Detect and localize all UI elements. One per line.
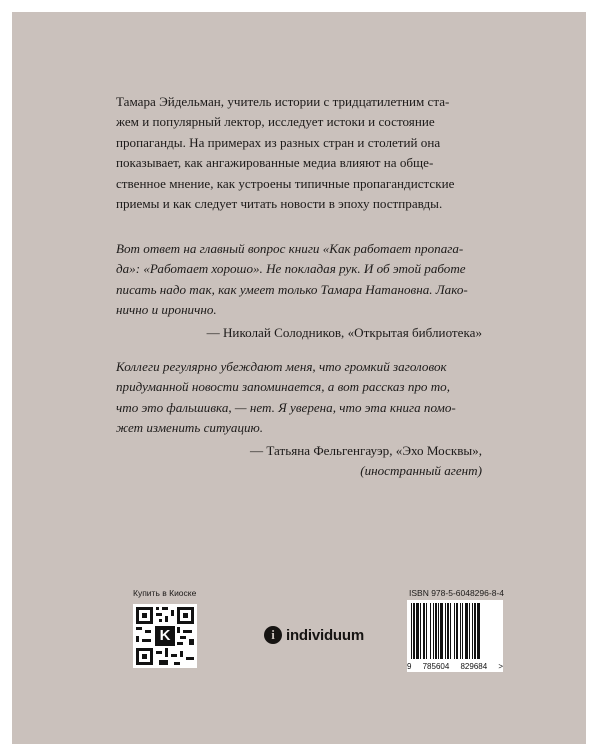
individuum-logo-icon: i [264, 626, 282, 644]
quote-line: Коллеги регулярно убеждают меня, что громкий заголовок [116, 359, 447, 374]
review-quote-solodnikov [116, 239, 508, 321]
barcode-digits [407, 662, 503, 671]
quote-line: писать надо так, как умеет только Тамара Натановна. Лако- [116, 281, 468, 297]
publisher-logo [264, 626, 364, 644]
description-line: ственное мнение, как устроены типичные пропагандистские [116, 175, 455, 191]
quote-attribution-solodnikov: — Николай Солодников, «Открытая библиотека» [206, 325, 482, 340]
quote-line: придуманной новости запоминается, а вот рассказ про то, [116, 379, 451, 395]
description-line: приемы и как следует читать новости в эпоху постправды. [116, 196, 443, 212]
barcode-digit-group: 829684 [460, 662, 488, 671]
quote-line: Вот ответ на главный вопрос книги «Как работает пропага- [116, 241, 464, 256]
quote-line: что это фальшивка, — нет. Я уверена, что эта книга помо- [116, 399, 456, 415]
quote-line: да»: «Работает хорошо». Не покладая рук. И об этой работе [116, 261, 466, 277]
barcode-digit-group: 785604 [422, 662, 450, 671]
description-line: жем и популярный лектор, исследует истоки и состояние [116, 114, 435, 130]
buy-in-kiosk-label: Купить в Киоске [133, 588, 197, 598]
description-line: Тамара Эйдельман, учитель истории с тридцатилетним ста- [116, 94, 450, 109]
publisher-name: individuum [286, 626, 364, 644]
attribution-note: (иностранный агент) [360, 463, 482, 479]
quote-line: нично и иронично. [116, 302, 217, 318]
qr-code-icon[interactable] [133, 604, 197, 668]
description-line: показывает, как ангажированные медиа влияют на обще- [116, 155, 434, 171]
back-cover [12, 12, 586, 744]
quote-attribution-felgengauer [90, 441, 482, 482]
review-quote-felgengauer [116, 357, 508, 439]
kiosk-logo-icon: K [155, 626, 175, 646]
attribution-name: — Татьяна Фельгенгауэр, «Эхо Москвы», [250, 443, 482, 458]
barcode-digit-group: > [498, 662, 503, 671]
description-line: пропаганды. На примерах из разных стран и столетий она [116, 134, 441, 150]
book-description [116, 92, 508, 214]
barcode-digit-group: 9 [407, 662, 412, 671]
quote-line: жет изменить ситуацию. [116, 420, 264, 436]
isbn-label: ISBN 978-5-6048296-8-4 [409, 588, 504, 598]
barcode-bars [407, 600, 503, 662]
barcode-icon [407, 600, 503, 672]
